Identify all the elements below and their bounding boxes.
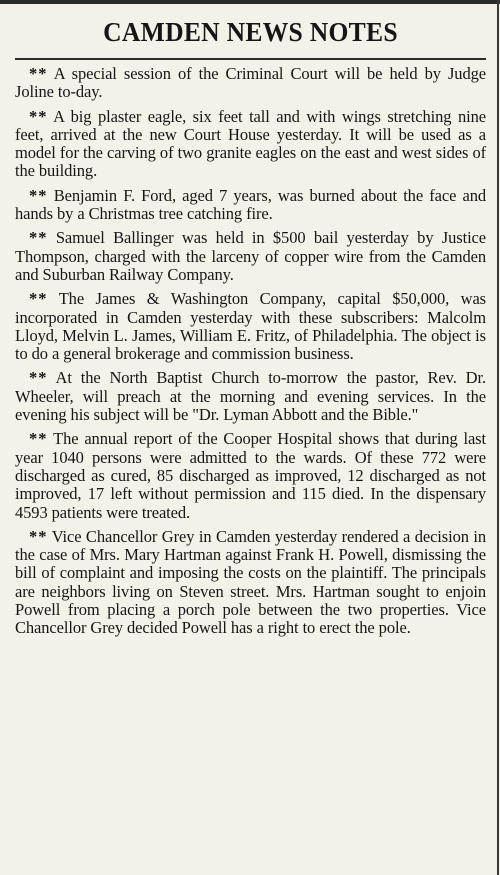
news-item xyxy=(15,108,486,181)
headline-divider xyxy=(15,58,486,60)
news-item-text: Vice Chancellor Grey in Camden yesterday rendered a decision in the case of Mrs. Mary Hartman against Frank H. Powell, dismissing the bill of complaint and imposing the costs on the plaintiff. The principals are neighbors living on Steven street. Mrs. Hartman sought to enjoin Powell from placing a porch pole between the two properties. Vice Chancellor Grey decided Powell has a right to erect the pole. xyxy=(15,526,487,638)
news-item-text: Benjamin F. Ford, aged 7 years, was burned about the face and hands by a Christmas tree catching fire. xyxy=(15,185,487,224)
item-marker: ** xyxy=(29,368,48,388)
item-marker: ** xyxy=(29,429,48,449)
news-item xyxy=(15,430,486,521)
news-item xyxy=(15,369,486,424)
item-marker: ** xyxy=(29,185,48,205)
item-marker: ** xyxy=(29,64,48,83)
news-item-text: The James & Washington Company, capital $50,000, was incorporated in Camden yesterday with these subscribers: Malcolm Lloyd, Melvin L. James, William E. Fritz, of Philadelphia. The object is to do a general brokerage and commission business. xyxy=(15,289,487,364)
news-item-text: At the North Baptist Church to-morrow the pastor, Rev. Dr. Wheeler, will preach at the morning and evening services. In the evening his subject will be "Dr. Lyman Abbott and the Bible." xyxy=(15,368,486,425)
column-rule xyxy=(497,0,499,875)
news-item-text: The annual report of the Cooper Hospital shows that during last year 1040 persons were admitted to the wards. Of these 772 were discharged as cured, 85 discharged as improved, 12 discharged as not improved, 17 left without permission and 115 died. In the dispensary 4593 patients were treated. xyxy=(15,429,486,522)
headline: CAMDEN NEWS NOTES xyxy=(103,16,398,47)
item-marker: ** xyxy=(29,289,48,309)
news-item xyxy=(15,229,486,284)
news-item-text: Samuel Ballinger was held in $500 bail yesterday by Justice Thompson, charged with the larceny of copper wire from the Camden and Suburban Railway Company. xyxy=(15,228,487,284)
news-item xyxy=(15,187,486,224)
news-item-text: A special session of the Criminal Court will be held by Judge Joline to-day. xyxy=(15,64,486,102)
news-item xyxy=(15,65,486,102)
item-marker: ** xyxy=(29,526,48,546)
item-marker: ** xyxy=(29,106,48,126)
news-item xyxy=(15,528,486,638)
item-marker: ** xyxy=(29,228,48,248)
top-rule xyxy=(0,0,500,4)
news-items xyxy=(15,65,486,638)
news-item-text: A big plaster eagle, six feet tall and with wings stretching nine feet, arrived at the new Court House yesterday. It will be used as a model for the carving of two granite eagles on the east and west sides of the building. xyxy=(15,106,486,181)
news-item xyxy=(15,290,486,363)
